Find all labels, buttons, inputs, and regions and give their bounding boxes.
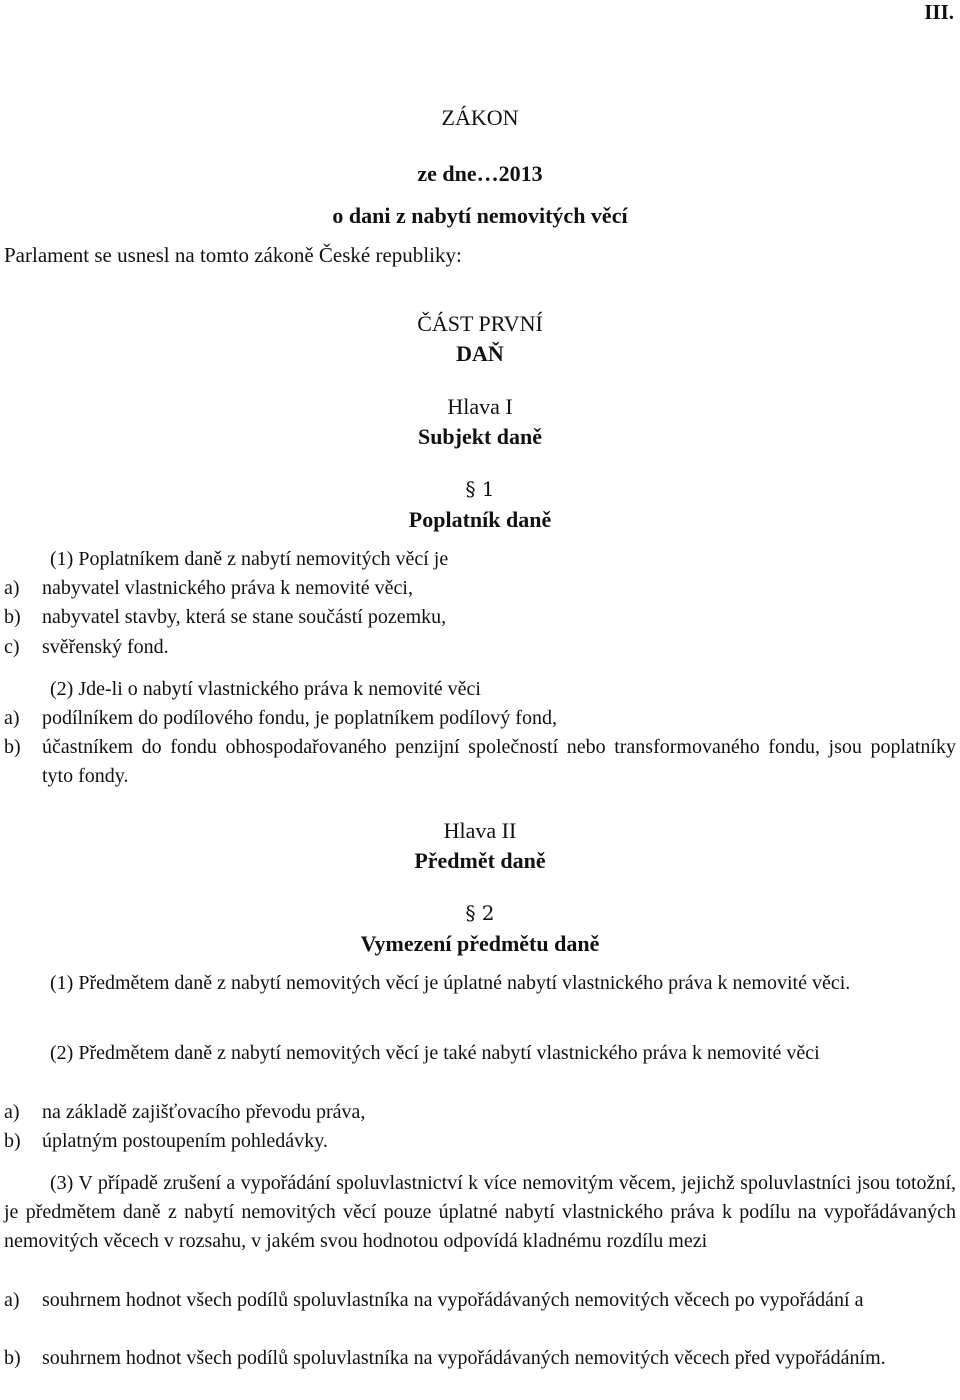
law-document [4, 0, 956, 1400]
head1-number: Hlava I [447, 394, 513, 419]
list-item-text: nabyvatel stavby, která se stane součástí pozemku, [42, 606, 447, 628]
section-2-number: § 2 [465, 901, 495, 925]
s2-paragraph-2-intro: (2) Předmětem daně z nabytí nemovitých věcí je také nabytí vlastnického práva k nemovité věci [50, 1042, 820, 1064]
head1-name: Subjekt daně [417, 424, 543, 449]
head2-number: Hlava II [443, 818, 517, 843]
list-item-label: b) [4, 1347, 21, 1369]
list-item-text: souhrnem hodnot všech podílů spoluvlastníka na vypořádávaných nemovitých věcech po vypořádání a [42, 1289, 864, 1311]
page-number: III. [924, 0, 954, 24]
section-2-heading: Vymezení předmětu daně [360, 931, 600, 956]
list-item [4, 603, 956, 632]
list-item-label: b) [4, 1130, 21, 1152]
list-item-label: b) [4, 736, 21, 758]
list-item-text: účastníkem do fondu obhospodařovaného penzijní společností nebo transformovaného fondu, jsou poplatníky tyto fondy. [42, 736, 956, 787]
list-item-label: a) [4, 707, 20, 729]
list-item [4, 1127, 956, 1156]
list-item-text: nabyvatel vlastnického práva k nemovité věci, [42, 577, 413, 599]
list-item [4, 1286, 956, 1315]
list-item-label: c) [4, 636, 20, 658]
list-item-text: svěřenský fond. [42, 636, 169, 658]
head2-name: Předmět daně [414, 848, 546, 873]
section-1-number: § 1 [465, 477, 495, 501]
list-item-label: a) [4, 1101, 20, 1123]
list-item-label: b) [4, 606, 21, 628]
s2-paragraph-3-intro: (3) V případě zrušení a vypořádání spoluvlastnictví k více nemovitým věcem, jejichž spoluvlastníci jsou totožní, je předmětem daně z nabytí nemovitých věcí pouze úplatné nabytí vlastnického práva k podílu na vypořádávaných nemovitých věcech v rozsahu, v jakém svou hodnotou odpovídá kladnému rozdílu mezi [4, 1172, 956, 1252]
s1-paragraph-1-intro: (1) Poplatníkem daně z nabytí nemovitých věcí je [50, 548, 449, 570]
list-item [4, 733, 956, 791]
s2-paragraph-1: (1) Předmětem daně z nabytí nemovitých věcí je úplatné nabytí vlastnického práva k nemovité věci. [50, 972, 851, 994]
list-item [4, 633, 956, 662]
list-item-text: úplatným postoupením pohledávky. [42, 1130, 328, 1152]
part-number: ČÁST PRVNÍ [417, 311, 543, 336]
law-date: ze dne…2013 [417, 161, 543, 186]
list-item [4, 704, 956, 733]
list-item-label: a) [4, 577, 20, 599]
law-subject: o dani z nabytí nemovitých věcí [332, 203, 628, 228]
preamble: Parlament se usnesl na tomto zákoně České republiky: [4, 243, 462, 267]
law-type: ZÁKON [441, 105, 519, 130]
list-item-text: na základě zajišťovacího převodu práva, [42, 1101, 366, 1123]
list-item [4, 1344, 956, 1373]
list-item [4, 1098, 956, 1127]
list-item-label: a) [4, 1289, 20, 1311]
list-item-text: souhrnem hodnot všech podílů spoluvlastníka na vypořádávaných nemovitých věcech před vypořádáním. [42, 1347, 886, 1369]
section-1-heading: Poplatník daně [408, 507, 552, 532]
list-item-text: podílníkem do podílového fondu, je poplatníkem podílový fond, [42, 707, 557, 729]
s1-paragraph-2-intro: (2) Jde-li o nabytí vlastnického práva k nemovité věci [50, 678, 481, 700]
list-item [4, 574, 956, 603]
part-name: DAŇ [456, 341, 504, 366]
